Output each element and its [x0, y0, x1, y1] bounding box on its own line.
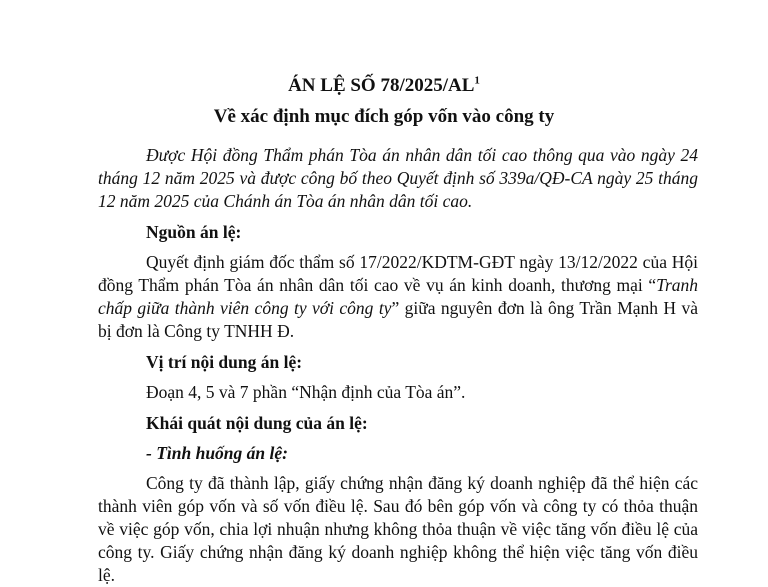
position-heading: Vị trí nội dung án lệ:	[146, 352, 303, 372]
situation-paragraph: Công ty đã thành lập, giấy chứng nhận đăng ký doanh nghiệp đã thể hiện các thành viên góp vốn và số vốn điều lệ. Sau đó bên góp vốn và công ty có thỏa thuận về việc góp vốn, chia lợi nhuận nhưng không thỏa thuận về việc tăng vốn điều lệ của công ty. Giấy chứng nhận đăng ký doanh nghiệp không thể hiện việc tăng vốn điều lệ.	[98, 473, 698, 585]
situation-heading: - Tình huống án lệ:	[146, 443, 288, 463]
position-paragraph: Đoạn 4, 5 và 7 phần “Nhận định của Tòa án”.	[146, 382, 466, 402]
source-heading: Nguồn án lệ:	[146, 222, 242, 242]
source-case-name: Tranh chấp giữa thành viên công ty với công ty	[98, 275, 698, 318]
summary-heading: Khái quát nội dung của án lệ:	[146, 413, 368, 433]
footnote-marker[interactable]: 1	[474, 74, 480, 87]
document-title-text: ÁN LỆ SỐ 78/2025/AL	[288, 75, 475, 96]
adoption-paragraph: Được Hội đồng Thẩm phán Tòa án nhân dân tối cao thông qua vào ngày 24 tháng 12 năm 2025 và được công bố theo Quyết định số 339a/QĐ-CA ngày 25 tháng 12 năm 2025 của Chánh án Tòa án nhân dân tối cao.	[98, 145, 698, 211]
source-paragraph	[98, 251, 698, 343]
document-body	[98, 144, 698, 587]
document-title	[0, 74, 768, 98]
document-subtitle: Về xác định mục đích góp vốn vào công ty	[213, 106, 555, 127]
source-text-end: ” giữa nguyên đơn là ông Trần Mạnh H và bị đơn là Công ty TNHH Đ.	[98, 298, 698, 341]
source-text-start: Quyết định giám đốc thẩm số 17/2022/KDTM-GĐT ngày 13/12/2022 của Hội đồng Thẩm phán Tòa án nhân dân tối cao về vụ án kinh doanh, thương mại “	[98, 252, 698, 295]
